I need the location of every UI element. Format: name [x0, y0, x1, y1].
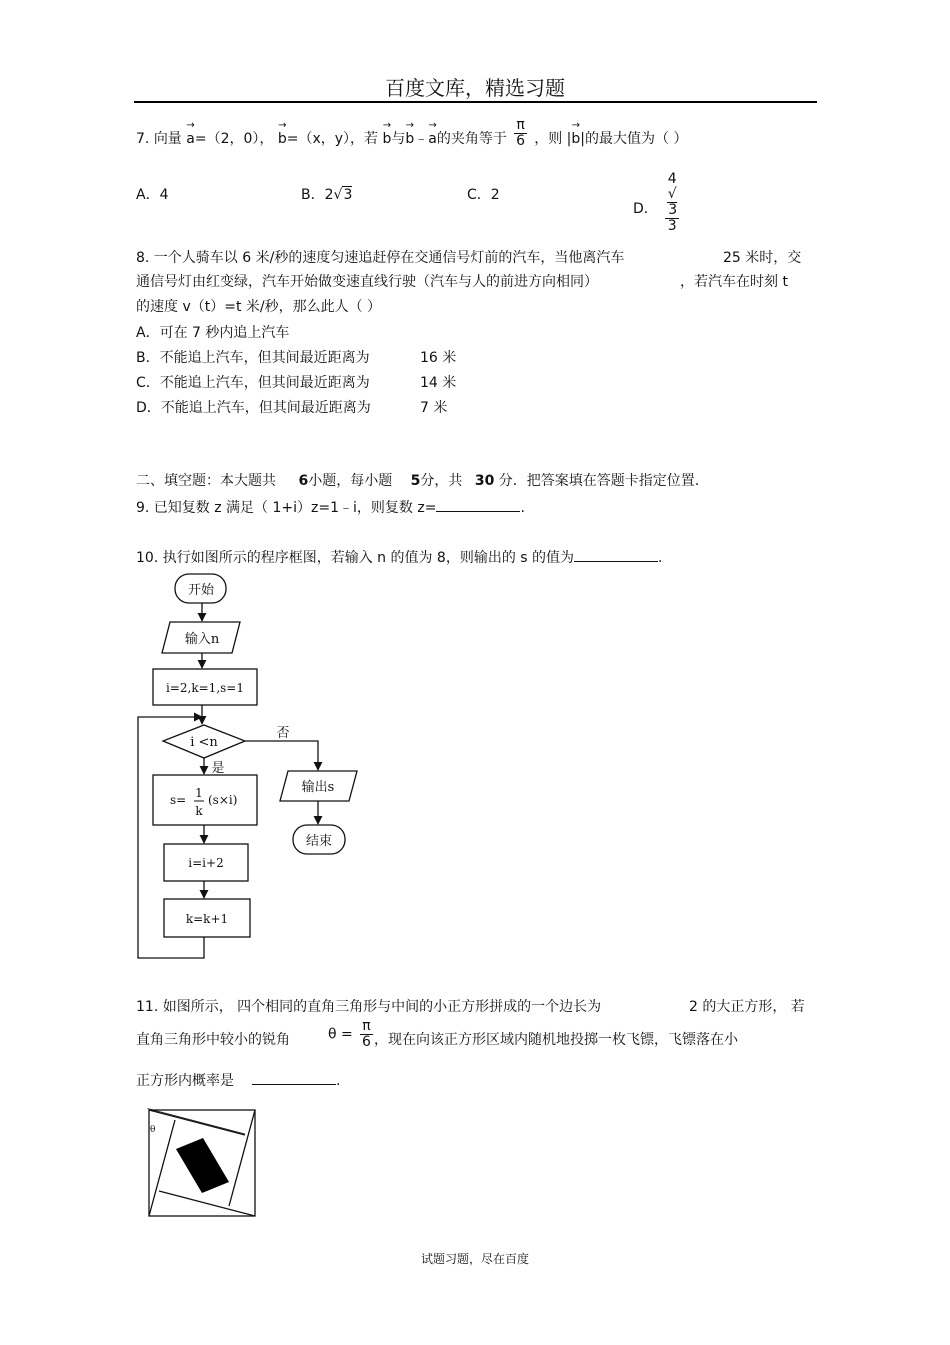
q7-option-a: A．4	[136, 187, 169, 203]
flow-assign-s-node	[153, 775, 257, 825]
flow-condition-label: i <n	[190, 735, 218, 750]
square-figure	[146, 1107, 258, 1219]
flow-input-label: 输入n	[184, 632, 220, 647]
flow-s-eq-label: s=	[170, 793, 187, 807]
sqrt-icon: √	[667, 186, 677, 202]
flow-start-label: 开始	[187, 583, 215, 598]
q8-line-2b: ，若汽车在时刻 t	[680, 274, 788, 290]
fraction-pi-over-6: $\frac{\pi}{6}$	[516, 116, 526, 149]
q8-line-3: 的速度 v（t）=t 米/秒，那么此人（ ）	[136, 299, 382, 315]
flow-output-label: 输出s	[301, 780, 335, 795]
q8-line-1b: 25 米时，交	[723, 250, 802, 266]
flow-step-k-label: k=k+1	[185, 912, 229, 926]
q8-option-c: C．不能追上汽车，但其间最近距离为	[136, 375, 370, 391]
vector-a: → a	[186, 131, 195, 147]
q8-line-2a: 通信号灯由红变绿，汽车开始做变速直线行驶（汽车与人的前进方向相同）	[136, 274, 598, 290]
q8-line-1a: 8. 一个人骑车以 6 米/秒的速度匀速追赶停在交通信号灯前的汽车，当他离汽车	[136, 250, 625, 266]
inner-square	[176, 1138, 229, 1193]
flow-step-i-label: i=i+2	[188, 856, 224, 870]
q7-option-d: D． 4 √ 3 3	[633, 171, 678, 234]
q11-line-3: 正方形内概率是 .	[136, 1073, 341, 1089]
page-title: 百度文库，精选习题	[385, 76, 565, 100]
flow-end-label: 结束	[305, 834, 333, 849]
q11-line-1a: 11. 如图所示， 四个相同的直角三角形与中间的小正方形拼成的一个边长为	[136, 999, 602, 1015]
q8-option-c-value: 14 米	[420, 375, 457, 391]
q11-line-1b: 2 的大正方形， 若	[689, 999, 805, 1015]
flow-frac-num: 1	[195, 786, 203, 800]
figure-theta-label: θ	[150, 1125, 156, 1135]
answer-blank	[252, 1072, 336, 1085]
flow-init-label: i=2,k=1,s=1	[166, 681, 244, 695]
q11-line-2b: ，现在向该正方形区域内随机地投掷一枚飞镖，飞镖落在小	[374, 1032, 738, 1048]
sqrt-icon: √	[333, 187, 343, 203]
q8-option-b: B．不能追上汽车，但其间最近距离为	[136, 350, 370, 366]
section-2-heading: 二、填空题：本大题共 6小题，每小题 5分，共 30 分．把答案填在答题卡指定位置.	[136, 473, 700, 489]
q11-theta-fraction: θ = $\frac{\pi}{6}$	[328, 1018, 371, 1050]
q8-option-a: A．可在 7 秒内追上汽车	[136, 325, 290, 341]
flow-no-label: 否	[276, 726, 290, 741]
flow-frac-den: k	[195, 804, 203, 818]
question-10: 10. 执行如图所示的程序框图，若输入 n 的值为 8，则输出的 s 的值为 .	[136, 550, 663, 566]
flow-yes-label: 是	[211, 761, 225, 776]
question-7: 7. 向量 → a=（2，0）， → b=（x，y），若 → b与→ b﹣→ a的夹角等于 $\frac{\pi}{6}$ ，则 |→ b|的最大值为（ ）	[136, 128, 687, 149]
q8-option-d-value: 7 米	[420, 400, 448, 416]
q8-option-b-value: 16 米	[420, 350, 457, 366]
page-footer: 试题习题，尽在百度	[420, 1252, 529, 1266]
q7-option-c: C．2	[467, 187, 500, 203]
q7-option-b: B．2√3	[301, 187, 353, 203]
vector-b: → b	[278, 131, 287, 147]
flow-sxi-label: (s×i)	[208, 793, 238, 807]
q11-line-2a: 直角三角形中较小的锐角	[136, 1032, 290, 1048]
question-9: 9. 已知复数 z 满足（ 1+i）z=1﹣i，则复数 z= .	[136, 500, 525, 516]
q8-option-d: D．不能追上汽车，但其间最近距离为	[136, 400, 371, 416]
